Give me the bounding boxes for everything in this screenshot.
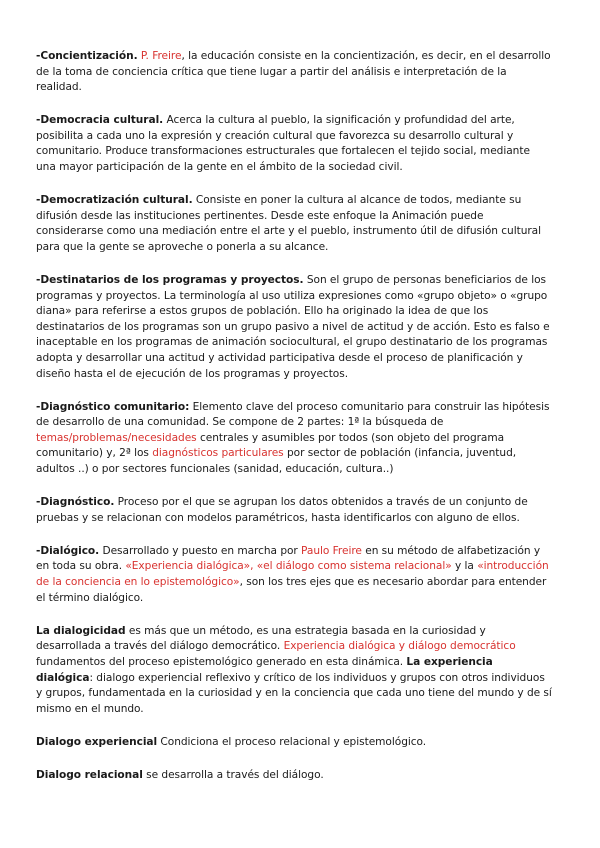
entry-term: -Destinatarios de los programas y proyectos. <box>36 274 304 287</box>
glossary-entry <box>36 624 552 718</box>
bold-subterm: La experiencia dialógica <box>36 655 493 684</box>
glossary-entry <box>36 273 552 382</box>
entry-text: centrales y asumibles por todos (son objeto del programa comunitario) y, 2ª los <box>36 431 505 460</box>
entry-text: Son el grupo de personas beneficiarios de los programas y proyectos. La terminología al uso utiliza expresiones como «grupo objeto» o «grupo diana» para referirse a estos grupos de población. Ello ha originado la idea de que los destinatarios de los programas son un grupo pasivo a nivel de actitud y de acción. Esto es falso e inaceptable en los programas de animación sociocultural, el grupo destinatario de los programas adopta y desarrollar una actitud y actividad participativa desde el proceso de planificación y diseño hasta el de ejecución de los programas y proyectos. <box>36 274 550 380</box>
entry-term: -Diagnóstico comunitario: <box>36 400 190 413</box>
entry-text: se desarrolla a través del diálogo. <box>142 768 324 781</box>
entry-text: Acerca la cultura al pueblo, la significación y profundidad del arte, posibilita a cada uno la expresión y creación cultural que favorezca su desarrollo cultural y comunitario. Produce transformaciones estructurales que fortalecen el tejido social, mediante una mayor participación de la gente en el ámbito de la sociedad civil. <box>36 114 530 174</box>
glossary-entry <box>36 193 552 255</box>
glossary-entry <box>36 495 552 526</box>
glossary-entry <box>36 544 552 606</box>
entry-text: , son los tres ejes que es necesario abordar para entender el término dialógico. <box>36 576 547 604</box>
entry-term: -Diagnóstico. <box>36 496 115 509</box>
entry-text: y la <box>451 560 478 573</box>
entry-term: Dialogo experiencial <box>36 735 158 748</box>
entry-text: Desarrollado y puesto en marcha por <box>99 544 302 557</box>
entry-text: Elemento clave del proceso comunitario para construir las hipótesis de desarrollo de una comunidad. Se compone de 2 partes: 1ª la búsqueda de <box>36 400 550 429</box>
entry-text: en su método de alfabetización y en toda su obra. <box>36 544 541 573</box>
entry-text: Condiciona el proceso relacional y epistemológico. <box>157 735 427 748</box>
entry-term: -Concientización. <box>36 50 138 62</box>
entry-term: -Dialógico. <box>36 544 100 557</box>
glossary-entry <box>36 113 552 175</box>
glossary-entry <box>36 400 552 478</box>
entry-term: La dialogicidad <box>36 624 126 637</box>
entry-text: : dialogo experiencial reflexivo y crítico de los individuos y grupos con otros individuos y grupos, fundamentada en la curiosidad y en la conciencia que cada uno tiene del mundo y de sí mismo en el mundo. <box>36 671 552 715</box>
highlighted-link[interactable]: temas/problemas/necesidades <box>36 431 197 444</box>
highlighted-link[interactable]: Experiencia dialógica y diálogo democrático <box>283 640 516 653</box>
highlighted-link[interactable]: «Experiencia dialógica», «el diálogo como sistema relacional» <box>125 560 452 573</box>
entry-text: Consiste en poner la cultura al alcance de todos, mediante su difusión desde las instituciones pertinentes. Desde este enfoque la Animación puede considerarse como una mediación entre el arte y el pueblo, instrumento útil de difusión cultural para que la gente se aproveche o ponerla a su alcance. <box>36 194 541 253</box>
entry-text: es más que un método, es una estrategia basada en la curiosidad y desarrollada a través del diálogo democrático. <box>36 624 486 653</box>
entry-text: Proceso por el que se agrupan los datos obtenidos a través de un conjunto de pruebas y se relacionan con modelos paramétricos, hasta identificarlos con alguno de ellos. <box>36 496 528 524</box>
highlighted-link[interactable]: «introducción de la conciencia en lo epistemológico» <box>36 560 549 589</box>
entry-text: por sector de población (infancia, juventud, adultos ..) o por sectores funcionales (sanidad, educación, cultura..) <box>36 447 517 476</box>
highlighted-link[interactable]: Paulo Freire <box>301 544 362 557</box>
entry-term: -Democracia cultural. <box>36 114 164 127</box>
entry-text: fundamentos del proceso epistemológico generado en esta dinámica. <box>36 655 407 668</box>
entry-term: Dialogo relacional <box>36 768 143 781</box>
entry-text: , la educación consiste en la concientización, es decir, en el desarrollo de la toma de conciencia crítica que tiene lugar a partir del análisis e interpretación de la realidad. <box>36 50 551 94</box>
glossary-entry <box>36 735 552 751</box>
highlighted-link[interactable]: P. Freire <box>140 50 182 62</box>
glossary-entry <box>36 768 552 784</box>
entry-term: -Democratización cultural. <box>36 194 193 207</box>
glossary-entry <box>36 49 552 96</box>
highlighted-link[interactable]: diagnósticos particulares <box>152 447 284 460</box>
